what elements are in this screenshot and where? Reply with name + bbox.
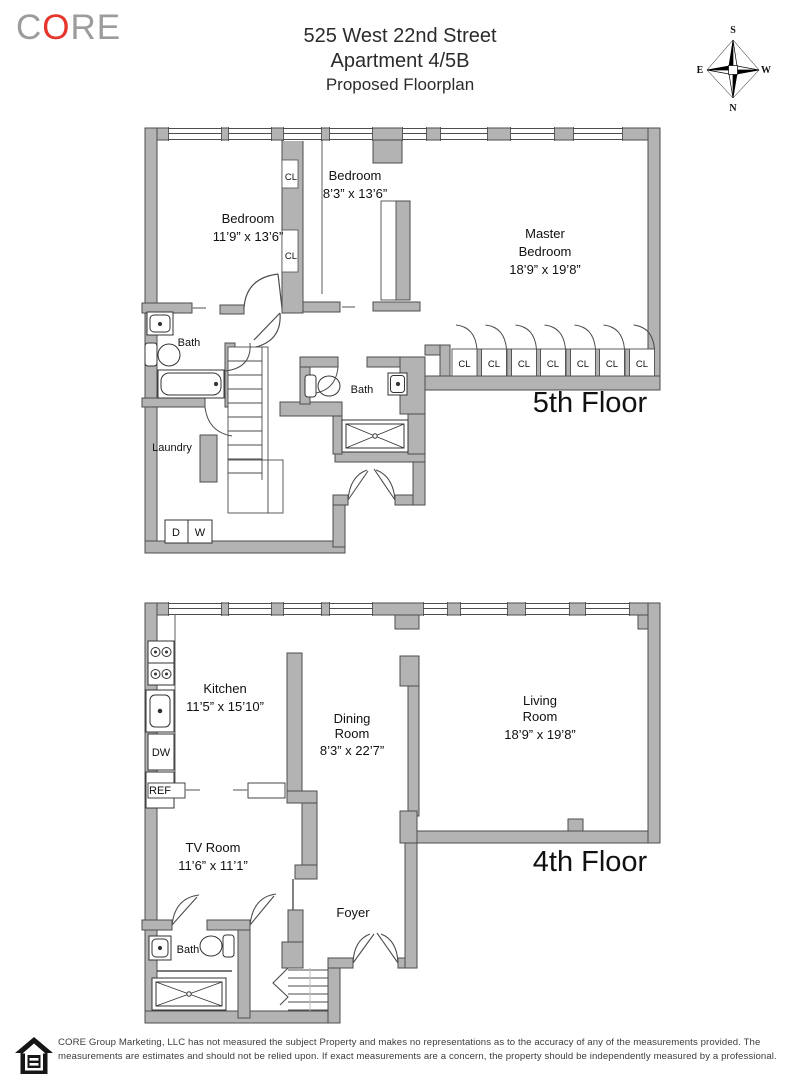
master-bedroom-dims: 18’9” x 19’8”	[509, 262, 581, 277]
closet-label: CL	[546, 359, 560, 370]
dining-room-line1: Dining	[333, 711, 371, 726]
compass-south-label: S	[730, 25, 736, 36]
closet-label: CL	[284, 251, 298, 262]
dishwasher-label: DW	[151, 747, 171, 759]
laundry-label: Laundry	[152, 442, 192, 454]
fourth-floor-walls	[142, 603, 660, 1023]
bath2-label: Bath	[350, 384, 374, 396]
staircase	[228, 347, 283, 513]
kitchen-sink-icon	[146, 690, 174, 732]
bedroom1-dims: 11’9” x 13’6”	[212, 229, 284, 244]
shower-stall	[152, 978, 226, 1010]
compass-east-label: E	[696, 65, 704, 76]
compass-star	[707, 40, 759, 98]
compass-west-label: W	[761, 65, 771, 76]
kitchen-dims: 11’5” x 15’10”	[186, 699, 264, 714]
closet-label: CL	[487, 359, 501, 370]
counter-right	[248, 783, 285, 798]
closet-label: CL	[284, 172, 298, 183]
refrigerator-label: REF	[149, 785, 171, 797]
logo-letter-c: C	[16, 8, 43, 47]
stove-icon	[148, 641, 174, 685]
bath-label: Bath	[176, 944, 200, 956]
dining-room-dims: 8’3” x 22’7”	[319, 743, 385, 758]
logo-letters-re: RE	[70, 8, 122, 47]
plan-subtitle: Proposed Floorplan	[325, 75, 475, 94]
closet-label: CL	[517, 359, 531, 370]
living-room-line1: Living	[523, 693, 557, 708]
closet-label: CL	[605, 359, 619, 370]
compass-north-label: N	[729, 103, 737, 114]
fourth-floor-plan	[140, 593, 665, 1038]
equal-housing-icon	[14, 1036, 54, 1076]
fourth-floor-label: 4th Floor	[532, 846, 648, 878]
tv-room-name: TV Room	[185, 840, 241, 855]
fifth-floor-plan	[140, 118, 665, 566]
dining-room-line2: Room	[334, 726, 370, 741]
title-block	[0, 24, 800, 95]
living-room-line2: Room	[522, 709, 558, 724]
kitchen-name: Kitchen	[203, 681, 247, 696]
bath1-label: Bath	[177, 337, 201, 349]
tv-room-dims: 11’6” x 11’1”	[178, 858, 248, 873]
fifth-floor-walls	[142, 128, 660, 553]
fifth-floor-label: 5th Floor	[532, 387, 648, 419]
address-line: 525 West 22nd Street	[303, 25, 497, 47]
shower-stall	[342, 420, 408, 452]
closet-label: CL	[576, 359, 590, 370]
foyer-label: Foyer	[336, 905, 370, 920]
logo-letter-o: O	[42, 8, 71, 47]
washer-label: W	[194, 527, 206, 539]
living-room-dims: 18’9” x 19’8”	[504, 727, 576, 742]
apartment-line: Apartment 4/5B	[330, 50, 470, 72]
bedroom2-wardrobe	[322, 140, 396, 300]
master-bedroom-line1: Master	[525, 226, 565, 241]
foyer-staircase	[273, 968, 328, 1011]
master-bedroom-line2: Bedroom	[518, 244, 572, 259]
bedroom2-dims: 8’3” x 13’6”	[322, 186, 388, 201]
bedroom2-name: Bedroom	[328, 168, 382, 183]
master-closet-row	[452, 325, 655, 376]
closet-label: CL	[635, 359, 649, 370]
closet-label: CL	[458, 359, 471, 370]
dryer-label: D	[172, 527, 180, 539]
bedroom1-name: Bedroom	[221, 211, 275, 226]
compass-rose	[692, 20, 774, 116]
disclaimer-text: CORE Group Marketing, LLC has not measured the subject Property and makes no representations as to the accuracy of any of the measurements provided. The measurements are estimates and should not be relied upon. If exact measurements are a concern, the property should be independently measured by a professional.	[58, 1037, 777, 1063]
